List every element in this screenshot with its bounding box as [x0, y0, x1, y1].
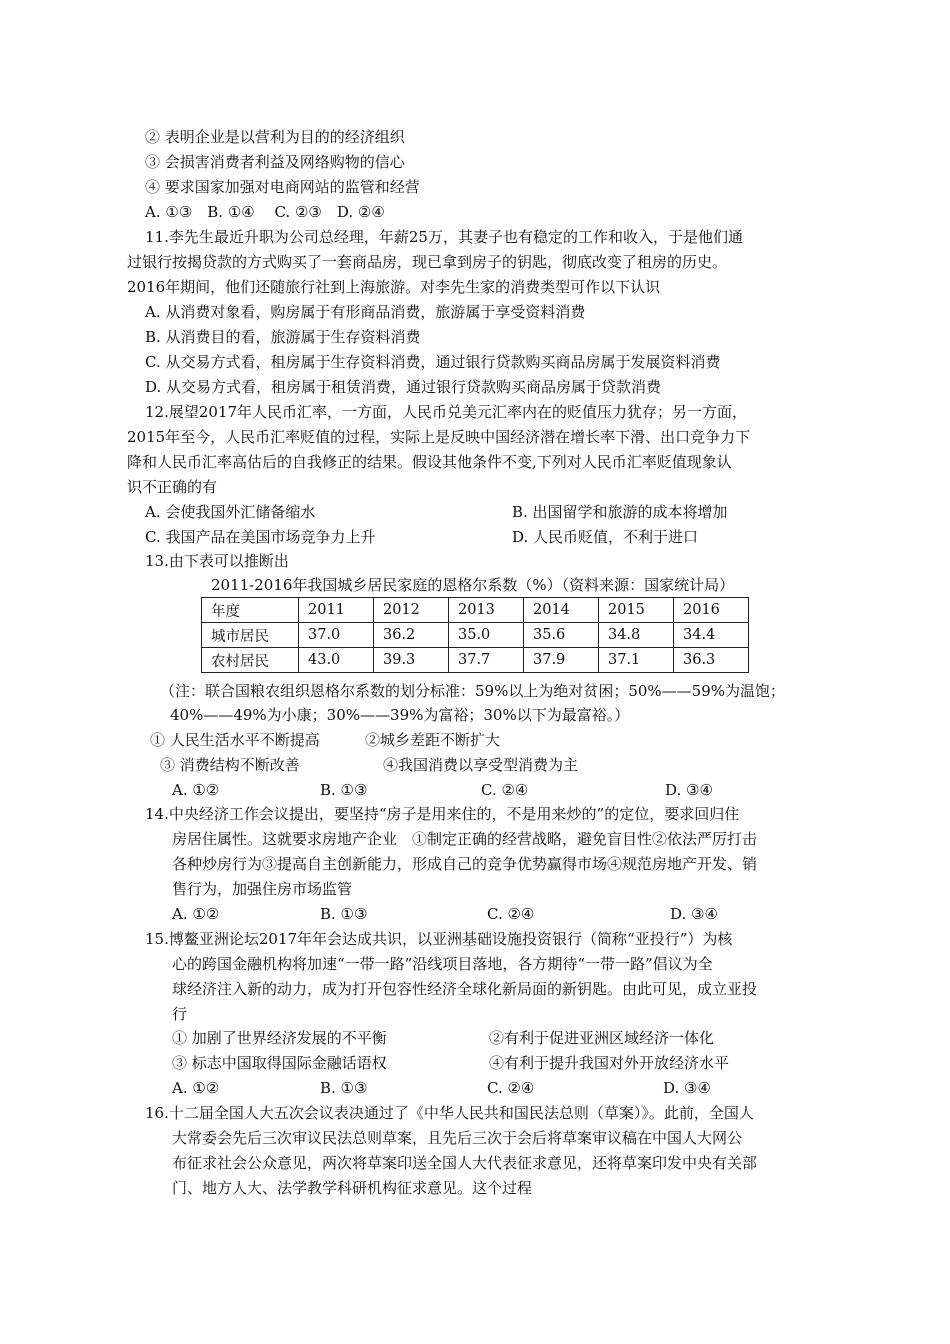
q15-option-a: A. ①②: [172, 1079, 220, 1097]
table-cell: 年度: [202, 598, 299, 623]
table-cell: 2013: [449, 598, 524, 623]
q11-option-b: B. 从消费目的看，旅游属于生存资料消费: [145, 328, 421, 346]
table-cell: 39.3: [374, 648, 449, 673]
q10-item-4: ④ 要求国家加强对电商网站的监管和经营: [145, 178, 420, 196]
q12-stem-line-2: 2015年至今，人民币汇率贬值的过程，实际上是反映中国经济潜在增长率下滑、出口竞争力下: [127, 428, 751, 446]
q14-stem-line-2: 房居住属性。这就要求房地产企业 ①制定正确的经营战略，避免盲目性②依法严厉打击: [172, 830, 758, 848]
q12-stem-line-1: 12.展望2017年人民币汇率，一方面，人民币兑美元汇率内在的贬值压力犹存；另一方面，: [145, 403, 748, 421]
q16-stem-line-4: 门、地方人大、法学教学科研机构征求意见。这个过程: [172, 1179, 533, 1197]
q13-note-line-2: 40%——49%为小康；30%——39%为富裕；30%以下为最富裕。）: [170, 706, 630, 724]
table-row: [202, 623, 749, 648]
q13-note-line-1: （注：联合国粮农组织恩格尔系数的划分标准：59%以上为绝对贫困；50%——59%为温饱；: [160, 682, 786, 700]
table-cell: 37.7: [449, 648, 524, 673]
q13-option-b: B. ①③: [320, 781, 368, 799]
table-cell: 35.0: [449, 623, 524, 648]
q13-option-d: D. ③④: [665, 781, 713, 799]
table-cell: 34.8: [599, 623, 674, 648]
table-cell: 37.9: [524, 648, 599, 673]
table-cell: 2016: [674, 598, 749, 623]
q12-stem-line-3: 降和人民币汇率高估后的自我修正的结果。假设其他条件不变,下列对人民币汇率贬值现象认: [127, 453, 732, 471]
q14-option-a: A. ①②: [172, 905, 220, 923]
table-cell: 城市居民: [202, 623, 299, 648]
q13-option-c: C. ②④: [481, 781, 529, 799]
table-cell: 2014: [524, 598, 599, 623]
q15-option-d: D. ③④: [663, 1079, 711, 1097]
q13-table-caption: 2011-2016年我国城乡居民家庭的恩格尔系数（%）（资料来源：国家统计局）: [211, 576, 735, 594]
q14-stem-line-4: 售行为，加强住房市场监管: [172, 880, 353, 898]
table-header-row: [202, 598, 749, 623]
table-cell: 34.4: [674, 623, 749, 648]
q11-stem-line-3: 2016年期间，他们还随旅行社到上海旅游。对李先生家的消费类型可作以下认识: [127, 278, 661, 296]
q11-option-d: D. 从交易方式看，租房属于租赁消费，通过银行贷款购买商品房属于贷款消费: [145, 378, 662, 396]
q14-stem-line-1: 14.中央经济工作会议提出，要坚持“房子是用来住的，不是用来炒的”的定位，要求回归住: [145, 805, 740, 823]
table-cell: 36.2: [374, 623, 449, 648]
table-cell: 37.1: [599, 648, 674, 673]
q14-option-c: C. ②④: [487, 905, 535, 923]
q16-stem-line-3: 布征求社会公众意见，两次将草案印送全国人大代表征求意见，还将草案印发中央有关部: [172, 1154, 758, 1172]
q11-option-c: C. 从交易方式看，租房属于生存资料消费，通过银行贷款购买商品房属于发展资料消费: [145, 353, 721, 371]
table-cell: 2012: [374, 598, 449, 623]
q16-stem-line-1: 16.十二届全国人大五次会议表决通过了《中华人民共和国民法总则（草案）》。此前，全国人: [145, 1104, 754, 1122]
q13-stem: 13.由下表可以推断出: [145, 552, 289, 570]
q15-stem-line-1: 15.博鳌亚洲论坛2017年年会达成共识，以亚洲基础设施投资银行（简称“亚投行”）为核: [145, 930, 733, 948]
q13-item-2: ②城乡差距不断扩大: [365, 731, 501, 749]
q14-option-d: D. ③④: [670, 905, 718, 923]
q10-item-2: ② 表明企业是以营利为目的的经济组织: [145, 128, 405, 146]
q15-stem-line-4: 行: [172, 1005, 188, 1023]
table-cell: 36.3: [674, 648, 749, 673]
table-cell: 37.0: [299, 623, 374, 648]
table-cell: 35.6: [524, 623, 599, 648]
q15-stem-line-2: 心的跨国金融机构将加速“一带一路”沿线项目落地，各方期待“一带一路”倡议为全: [172, 955, 713, 973]
q13-option-a: A. ①②: [172, 781, 220, 799]
q15-stem-line-3: 球经济注入新的动力，成为打开包容性经济全球化新局面的新钥匙。由此可见，成立亚投: [172, 980, 758, 998]
q10-options: A. ①③ B. ①④ C. ②③ D. ②④: [145, 203, 385, 221]
engel-coefficient-table: [201, 597, 749, 673]
q15-option-c: C. ②④: [487, 1079, 535, 1097]
q12-stem-line-4: 识不正确的有: [127, 478, 218, 496]
q14-stem-line-3: 各种炒房行为③提高自主创新能力，形成自己的竞争优势赢得市场④规范房地产开发、销: [172, 855, 758, 873]
q12-option-c: C. 我国产品在美国市场竞争力上升: [145, 528, 376, 546]
table-row: [202, 648, 749, 673]
q12-option-d: D. 人民币贬值，不利于进口: [512, 528, 699, 546]
q11-option-a: A. 从消费对象看，购房属于有形商品消费，旅游属于享受资料消费: [145, 303, 586, 321]
q14-option-b: B. ①③: [320, 905, 368, 923]
table-cell: 43.0: [299, 648, 374, 673]
q12-option-a: A. 会使我国外汇储备缩水: [145, 503, 316, 521]
q10-item-3: ③ 会损害消费者利益及网络购物的信心: [145, 153, 405, 171]
q15-item-2: ②有利于促进亚洲区域经济一体化: [489, 1029, 715, 1047]
table-cell: 农村居民: [202, 648, 299, 673]
q15-item-4: ④有利于提升我国对外开放经济水平: [489, 1054, 730, 1072]
q15-option-b: B. ①③: [320, 1079, 368, 1097]
q16-stem-line-2: 大常委会先后三次审议民法总则草案，且先后三次于会后将草案审议稿在中国人大网公: [172, 1129, 743, 1147]
q15-item-1: ① 加剧了世界经济发展的不平衡: [172, 1029, 387, 1047]
table-cell: 2011: [299, 598, 374, 623]
q13-item-4: ④我国消费以享受型消费为主: [383, 756, 579, 774]
table-cell: 2015: [599, 598, 674, 623]
q11-stem-line-2: 过银行按揭贷款的方式购买了一套商品房，现已拿到房子的钥匙，彻底改变了租房的历史。: [127, 253, 728, 271]
q11-stem-line-1: 11.李先生最近升职为公司总经理，年薪25万，其妻子也有稳定的工作和收入，于是他们通: [145, 228, 743, 246]
q15-item-3: ③ 标志中国取得国际金融话语权: [172, 1054, 387, 1072]
q13-item-1: ① 人民生活水平不断提高: [150, 731, 320, 749]
q13-item-3: ③ 消费结构不断改善: [160, 756, 300, 774]
q12-option-b: B. 出国留学和旅游的成本将增加: [512, 503, 728, 521]
